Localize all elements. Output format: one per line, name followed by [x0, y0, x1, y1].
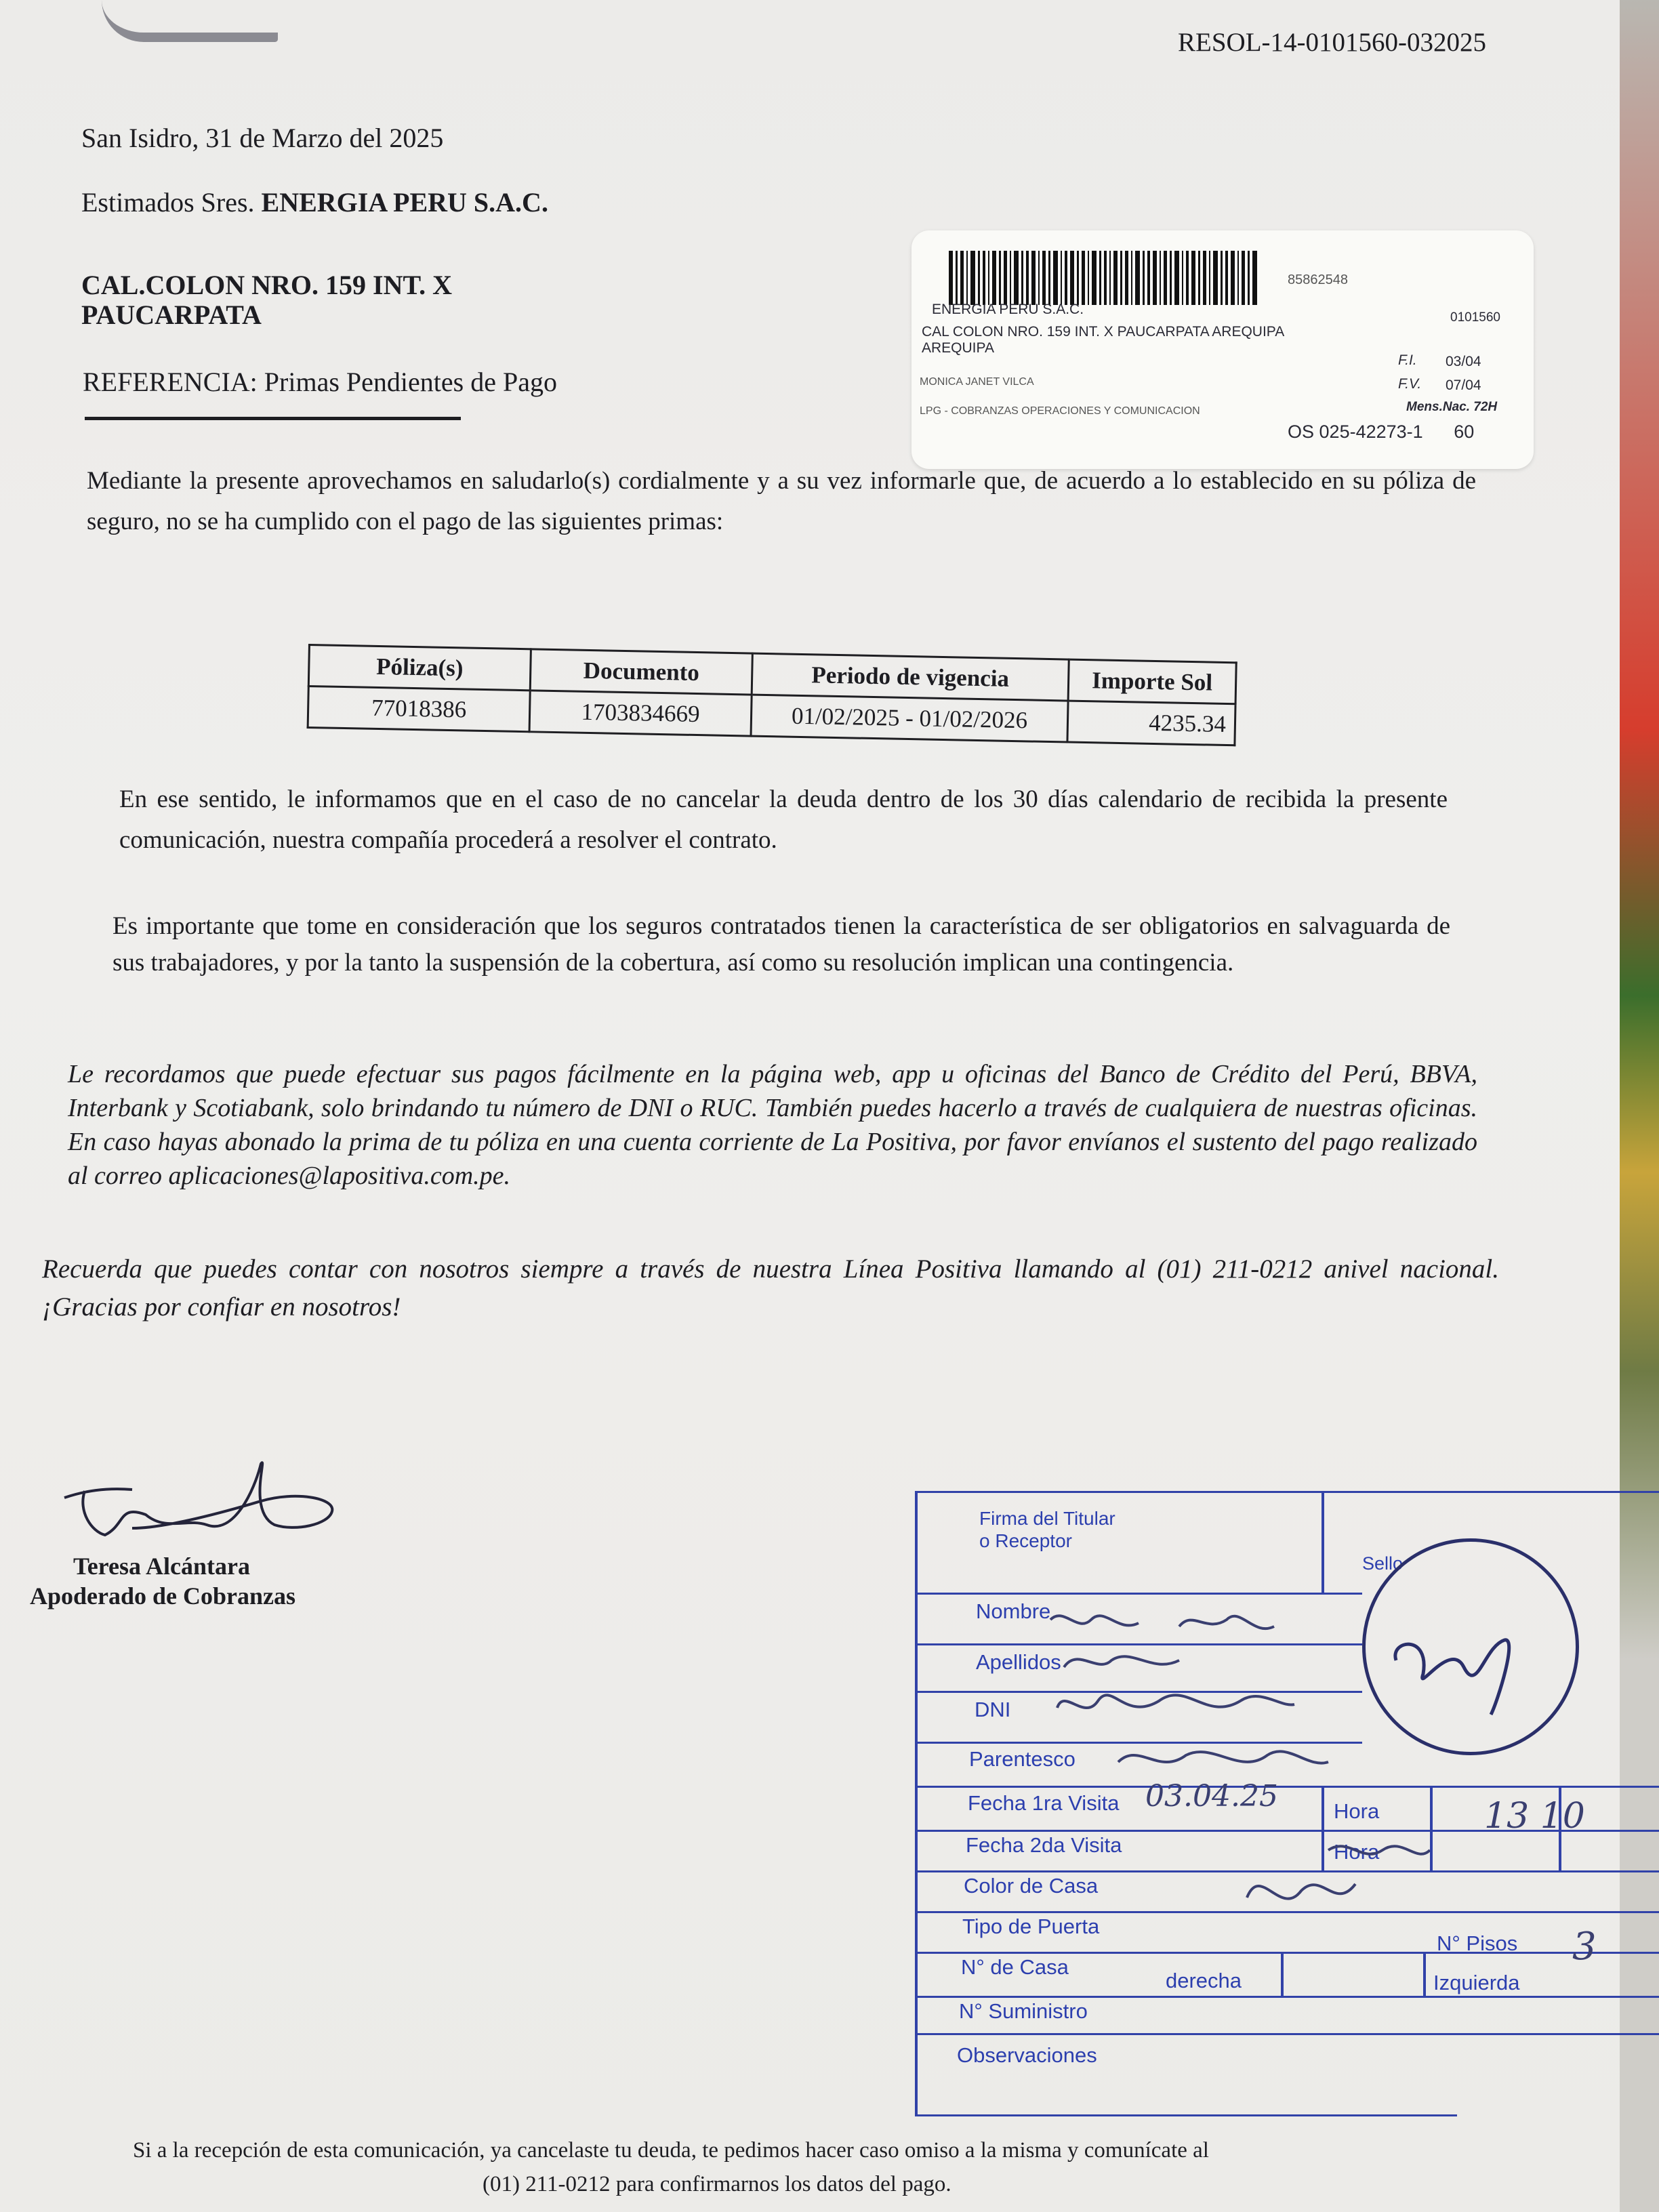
- nombre-label: Nombre: [976, 1599, 1051, 1623]
- izquierda-label: Izquierda: [1433, 1971, 1520, 1994]
- pisos-value: 3: [1572, 1925, 1597, 1969]
- sticker-fi-value: 03/04: [1446, 354, 1481, 369]
- company-logo: [102, 0, 278, 42]
- hora-label: Hora: [1334, 1799, 1380, 1823]
- sticker-os-count: 60: [1454, 422, 1475, 442]
- derecha-label: derecha: [1166, 1969, 1242, 1992]
- puerta-label: Tipo de Puerta: [962, 1914, 1100, 1938]
- sticker-os: [1288, 422, 1474, 443]
- parentesco-label: Parentesco: [969, 1747, 1076, 1771]
- signer-title: Apoderado de Cobranzas: [30, 1582, 296, 1610]
- seal-signature: [1376, 1613, 1538, 1721]
- handwriting: [1023, 1606, 1430, 1925]
- stamp-divider: [915, 1952, 1659, 1954]
- stamp-left-border: [915, 1491, 918, 2114]
- footer-line-1: Si a la recepción de esta comunicación, ya cancelaste tu deuda, te pedimos hacer caso omiso a la misma y comunícate al: [133, 2138, 1209, 2163]
- courier-label: [912, 230, 1534, 469]
- receptor-label: o Receptor: [979, 1530, 1072, 1551]
- apellidos-label: Apellidos: [976, 1650, 1061, 1674]
- paragraph-importance: Es importante que tome en consideración que los seguros contratados tienen la característica de ser obligatorios en salvaguarda de sus trabajadores, y por la tanto la suspensión de la cobertura, así como su resolución implican una contingencia.: [112, 912, 1450, 977]
- footer-line-2: (01) 211-0212 para confirmarnos los datos del pago.: [483, 2172, 951, 2196]
- reference-underline: [85, 417, 461, 420]
- sticker-os-label: OS: [1288, 422, 1315, 442]
- sticker-os-number: 025-42273-1: [1319, 422, 1423, 442]
- dni-label: DNI: [975, 1698, 1011, 1721]
- sticker-city: AREQUIPA: [922, 340, 994, 356]
- column-header: Periodo de vigencia: [752, 653, 1069, 701]
- paragraph-contact: Recuerda que puedes contar con nosotros siempre a través de nuestra Línea Positiva llamando al (01) 211-0212 anivel nacional. ¡Gracias por confiar en nosotros!: [42, 1254, 1499, 1322]
- greeting: [81, 186, 548, 219]
- sticker-fv-label: F.V.: [1398, 376, 1422, 392]
- barcode-number: 85862548: [1288, 272, 1348, 287]
- stamp-divider: [1281, 1952, 1284, 1996]
- casa-label: N° de Casa: [961, 1955, 1069, 1979]
- signer-name: Teresa Alcántara: [73, 1553, 250, 1580]
- stamp-divider: [1322, 1491, 1324, 1593]
- document-number: 1703834669: [529, 691, 752, 736]
- validity-period: 01/02/2025 - 01/02/2026: [751, 695, 1068, 742]
- delivery-stamp: [915, 1491, 1659, 2142]
- firma-label: Firma del Titular: [979, 1508, 1115, 1529]
- intro-paragraph: Mediante la presente aprovechamos en saludarlo(s) cordialmente y a su vez informarle que, de acuerdo a lo establecido en su póliza de seguro, no se ha cumplido con el pago de las siguientes primas:: [87, 467, 1476, 535]
- sticker-department: LPG - COBRANZAS OPERACIONES Y COMUNICACION: [920, 405, 1200, 417]
- stamp-divider: [915, 1593, 1362, 1595]
- reference: [83, 366, 557, 398]
- sticker-name: ENERGIA PERU S.A.C.: [932, 302, 1084, 317]
- fecha1-value: 03.04.25: [1145, 1779, 1278, 1814]
- company-name: ENERGIA PERU S.A.C.: [261, 187, 548, 218]
- stamp-divider: [915, 2033, 1659, 2035]
- reference-text: Primas Pendientes de Pago: [264, 367, 557, 397]
- observaciones-label: Observaciones: [957, 2043, 1097, 2067]
- sticker-fi-label: F.I.: [1398, 352, 1417, 368]
- color-label: Color de Casa: [964, 1874, 1099, 1898]
- stamp-divider: [1423, 1952, 1426, 1996]
- stamp-divider: [915, 1491, 1659, 1493]
- policy-table: [307, 644, 1237, 746]
- pisos-label: N° Pisos: [1437, 1931, 1518, 1955]
- fecha1-label: Fecha 1ra Visita: [968, 1791, 1120, 1815]
- column-header: Póliza(s): [308, 645, 531, 691]
- column-header: Importe Sol: [1068, 659, 1236, 704]
- sticker-code: 0101560: [1450, 310, 1500, 325]
- sticker-address: CAL COLON NRO. 159 INT. X PAUCARPATA AREQUIPA: [922, 324, 1285, 340]
- stamp-divider: [915, 2114, 1457, 2116]
- barcode-icon: [949, 251, 1264, 305]
- hora-value: 13 10: [1484, 1796, 1585, 1837]
- paragraph-payment: Le recordamos que puede efectuar sus pagos fácilmente en la página web, app u oficinas del Banco de Crédito del Perú, BBVA, Interbank y Scotiabank, solo brindando tu número de DNI o RUC. También puedes hacerlo a través de cualquiera de nuestras oficinas. En caso hayas abonado la prima de tu póliza en una cuenta corriente de La Positiva, por favor envíanos el sustento del pago realizado al correo aplicaciones@lapositiva.com.pe.: [68, 1060, 1477, 1190]
- suministro-label: N° Suministro: [959, 1999, 1088, 2023]
- hora2-label: Hora: [1334, 1840, 1380, 1864]
- address-line-1: CAL.COLON NRO. 159 INT. X: [81, 270, 453, 300]
- sticker-agent: MONICA JANET VILCA: [920, 376, 1034, 388]
- reference-label: REFERENCIA:: [83, 367, 258, 397]
- stamp-divider: [915, 1996, 1659, 1998]
- resolution-code: RESOL-14-0101560-032025: [1178, 28, 1486, 57]
- column-header: Documento: [530, 649, 752, 695]
- amount: 4235.34: [1067, 701, 1235, 745]
- fecha2-label: Fecha 2da Visita: [966, 1833, 1122, 1857]
- place-date: San Isidro, 31 de Marzo del 2025: [81, 123, 444, 153]
- paragraph-deadline: En ese sentido, le informamos que en el caso de no cancelar la deuda dentro de los 30 días calendario de recibida la presente comunicación, nuestra compañía procederá a resolver el contrato.: [119, 785, 1448, 854]
- greeting-prefix: Estimados Sres.: [81, 187, 255, 218]
- sticker-fv-value: 07/04: [1446, 377, 1481, 393]
- stamp-divider: [1430, 1786, 1433, 1870]
- signature: [58, 1450, 342, 1559]
- sello-label: Sello: [1362, 1553, 1404, 1574]
- sticker-service: Mens.Nac. 72H: [1406, 400, 1498, 414]
- policy-number: 77018386: [308, 687, 530, 732]
- address-line-2: PAUCARPATA: [81, 300, 262, 330]
